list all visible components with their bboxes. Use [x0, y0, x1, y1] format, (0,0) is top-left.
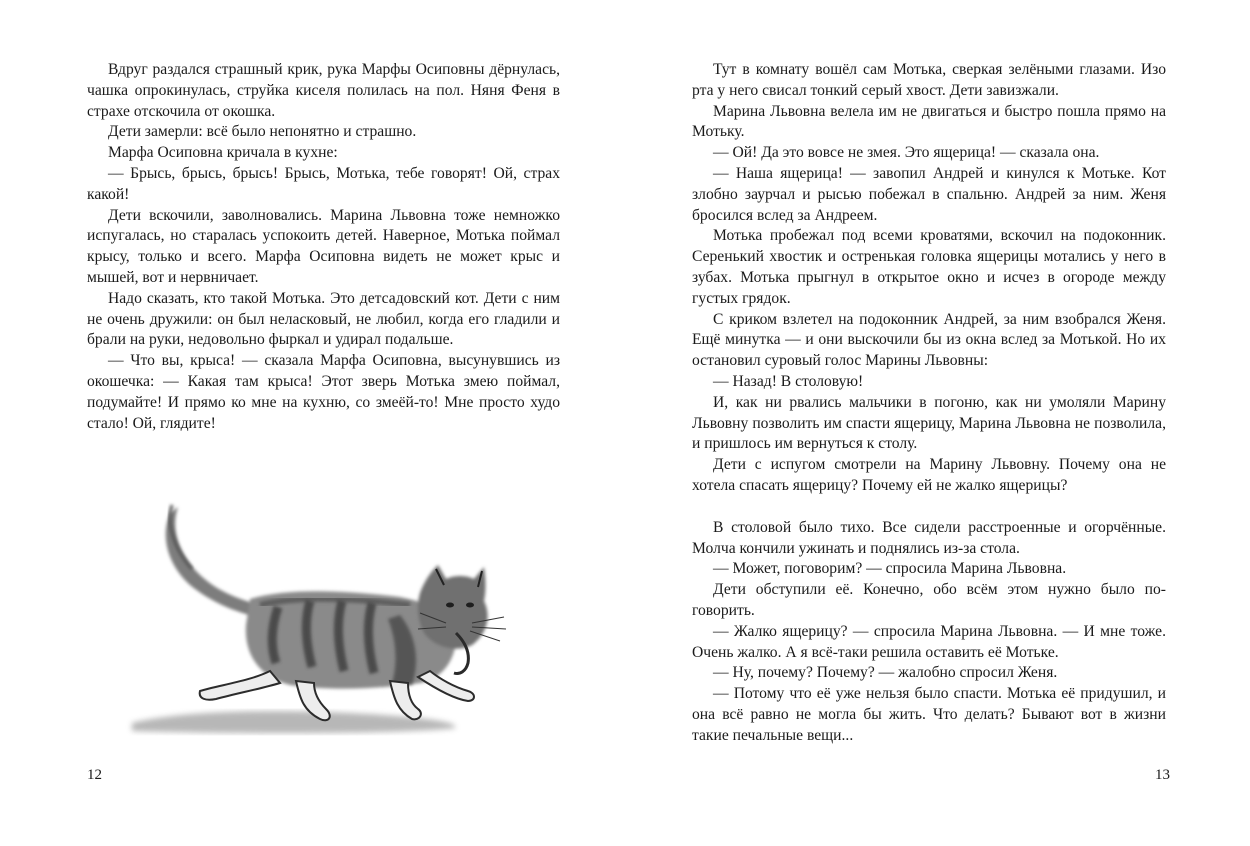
- paragraph: — Ой! Да это вовсе не змея. Это ящерица! — сказала она.: [713, 144, 1100, 162]
- paragraph: Надо сказать, кто такой Мотька. Это детсадовский кот. Дети с ним не очень дружили: он был неласковый, не любил, когда его гладили и брали на руки, недовольно фыркал и удирал подальше.: [87, 289, 560, 349]
- right-text-column: [692, 60, 1166, 747]
- paragraph: — Наша ящерица! — завопил Андрей и кинулся к Мотьке. Кот злобно заурчал и рысью побежал в спальню. Андрей за ним. Женя бросился вслед за Андреем.: [692, 164, 1166, 224]
- paragraph: — Брысь, брысь, брысь! Брысь, Мотька, тебе говорят! Ой, страх какой!: [87, 164, 560, 203]
- paragraph: Тут в комнату вошёл сам Мотька, сверкая зелёными глазами. Изо рта у него свисал тонкий серый хвост. Дети завизжали.: [692, 61, 1166, 99]
- paragraph: Марина Львовна велела им не двигаться и быстро пошла прямо на Мотьку.: [692, 102, 1166, 141]
- paragraph: — Ну, почему? Почему? — жалобно спросил Женя.: [713, 664, 1058, 682]
- paragraph: — Что вы, крыса! — сказала Марфа Осиповна, высунувшись из окошечка: — Какая там крыса! Этот зверь Мотька змею поймал, подумайте! И прямо ко мне на кухню, со змеёй-то! Мне просто худо стало! Ой, глядите!: [87, 352, 560, 432]
- paragraph: Марфа Осиповна кричала в кухне:: [108, 144, 338, 162]
- paragraph: — Потому что её уже нельзя было спасти. Мотька её придушил, и она всё равно не могла бы жить. Что делать? Бывают вот в жизни такие печальные вещи...: [692, 685, 1166, 744]
- paragraph: В столовой было тихо. Все сидели расстроенные и огорчённые. Молча кончили ужинать и поднялись из-за стола.: [692, 518, 1166, 557]
- paragraph: Дети замерли: всё было непонятно и страшно.: [108, 123, 417, 141]
- paragraph: Мотька пробежал под всеми кроватями, вскочил на подоконник. Серенький хвостик и остренькая головка ящерицы мотались у него в зубах. Мотька прыгнул в открытое окно и исчез в огороде между густых грядок.: [692, 227, 1166, 307]
- page-number-left: 12: [87, 767, 102, 783]
- paragraph: — Может, поговорим? — спросила Марина Львовна.: [713, 560, 1067, 578]
- page-number-right: 13: [1155, 767, 1170, 783]
- paragraph: Вдруг раздался страшный крик, рука Марфы Осиповны дёрнулась, чашка опрокинулась, струйка киселя полилась на пол. Няня Феня в страхе отскочила от окошка.: [87, 61, 560, 120]
- paragraph: Дети с испугом смотрели на Марину Львовну. Почему она не хотела спасать ящерицу? Почему ей не жалко ящерицы?: [692, 456, 1166, 494]
- paragraph: — Жалко ящерицу? — спросила Марина Львовна. — И мне тоже. Очень жалко. А я всё-таки решила оставить её Мотьке.: [692, 622, 1166, 661]
- right-page: [625, 0, 1250, 846]
- paragraph: Дети вскочили, заволновались. Марина Львовна тоже немножко испугалась, но старалась успокоить детей. Наверное, Мотька поймал крысу, только и всего. Марфа Осиповна видеть не может крыс и мышей, вот и нервничает.: [87, 206, 560, 286]
- paragraph: И, как ни рвались мальчики в погоню, как ни умоляли Марину Львовну позволить им спасти ящерицу, Марина Львовна не позволила, и пришлось им вернуться к столу.: [692, 393, 1166, 453]
- left-text-column: [87, 60, 560, 434]
- paragraph: Дети обступили её. Конечно, обо всём этом нужно было поговорить.: [692, 581, 1166, 619]
- paragraph: С криком взлетел на подоконник Андрей, за ним взобрался Женя. Ещё минутка — и они выскочили бы из окна вслед за Мотькой. Но их остановил суровый голос Марины Львовны:: [692, 310, 1166, 370]
- cat-illustration: [120, 495, 530, 750]
- paragraph: — Назад! В столовую!: [713, 372, 864, 390]
